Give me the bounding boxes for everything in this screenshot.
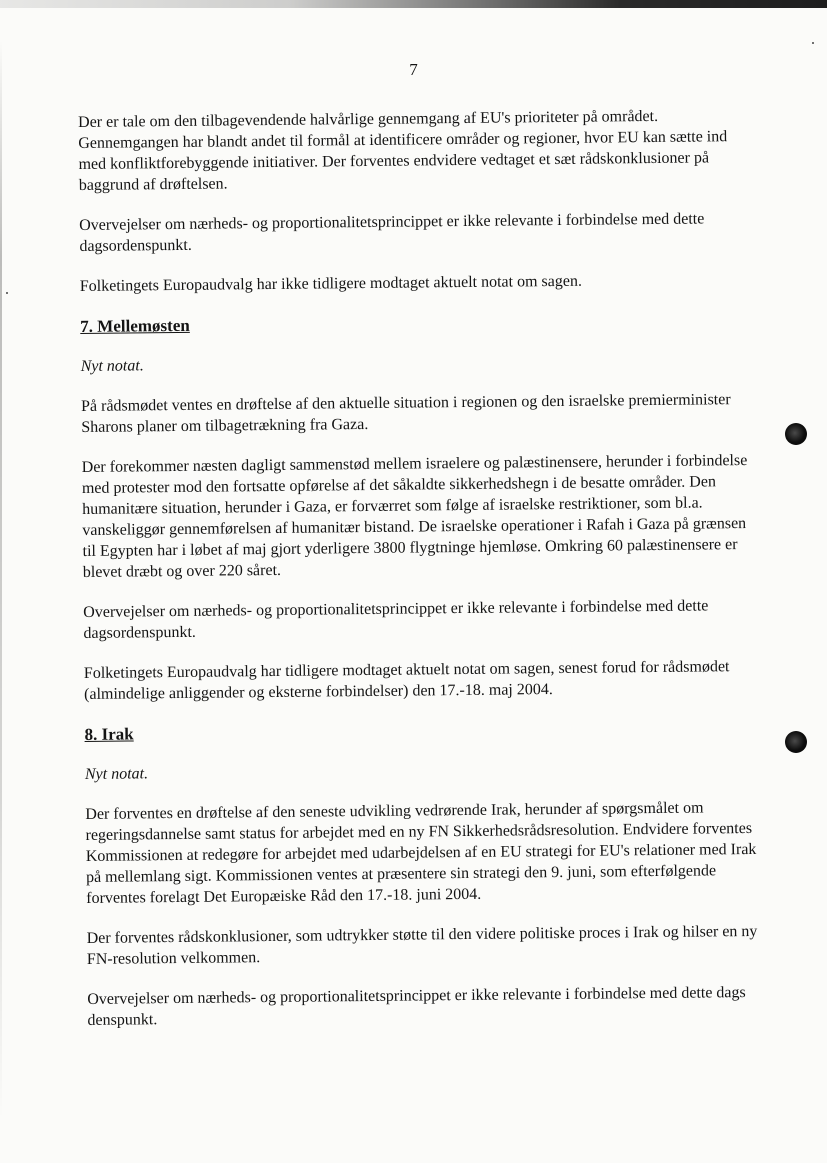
scan-speck: [812, 42, 814, 44]
section-paragraph: Overvejelser om nærheds- og proportionalitetsprincippet er ikke relevante i forbindelse med dette dagsordenspunkt.: [83, 597, 709, 642]
section-note: Nyt notat.: [80, 357, 144, 375]
section-paragraph: Der forekommer næsten dagligt sammenstød mellem israelere og palæstinensere, herunder i forbindelse med protester mod den fortsatte opførelse af det såkaldte sikkerhedshegn i de besatte områder. Den humanitære situation, herunder i Gaza, er forværret som følge af israelske restriktioner, som bl.a. vanskeliggør gennemførelsen af humanitær bistand. De israelske operationer i Rafah i Gaza på grænsen til Egypten har i løbet af maj gjort yderligere 3800 flygtninge hjemløse. Omkring 60 palæstinensere er blevet dræbt og over 220 såret.: [81, 452, 748, 581]
section-paragraph: På rådsmødet ventes en drøftelse af den aktuelle situation i regionen og den israelske premierminister Sharons planer om tilbagetrækning fra Gaza.: [80, 391, 731, 436]
intro-paragraph-subsidiarity: Overvejelser om nærheds- og proportionalitetsprincippet er ikke relevante i forbindelse med dette dagsordenspunkt.: [79, 210, 705, 255]
scan-edge-top: [0, 0, 827, 8]
scan-edge-left: [0, 40, 2, 1120]
section-heading: 8. Irak: [84, 724, 134, 744]
intro-paragraph-priorities: Der er tale om den tilbagevendende halvårlige gennemgang af EU's prioriteter på området. Gennemgangen har blandt andet til formål at identificere områder og regioner, hvor EU kan sætte ind med konfliktforebyggende initiativer. Der forventes endvidere vedtaget et sæt rådskonklusioner på baggrund af drøftelsen.: [78, 107, 728, 194]
section-paragraph: Overvejelser om nærheds- og proportionalitetsprincippet er ikke relevante i forbindelse med dette dags denspunkt.: [87, 984, 746, 1029]
intro-paragraph-committee: Folketingets Europaudvalg har ikke tidligere modtaget aktuelt notat om sagen.: [79, 272, 582, 295]
section-note: Nyt notat.: [84, 765, 149, 783]
punch-hole-icon: [785, 731, 807, 753]
document-body: [78, 105, 763, 1050]
section-paragraph: Der forventes rådskonklusioner, som udtrykker støtte til den videre politiske proces i Irak og hilser en ny FN-resolution velkommen.: [86, 922, 758, 968]
section-heading: 7. Mellemøsten: [80, 315, 190, 336]
punch-hole-icon: [785, 423, 807, 445]
scan-speck: [6, 292, 8, 294]
section-paragraph: Der forventes en drøftelse af den seneste udvikling vedrørende Irak, herunder af spørgsmålet om regeringsdannelse samt status for arbejdet med en ny FN Sikkerhedsrådsresolution. Endvidere forventes Kommissionen at redegøre for arbejdet med udarbejdelsen af en EU strategi for EU's relationer med Irak på mellemlang sigt. Kommissionen ventes at præsentere sin strategi den 9. juni, som efterfølgende forventes forelagt Det Europæiske Råd den 17.-18. juni 2004.: [85, 799, 757, 907]
section-middle-east: [80, 309, 759, 705]
page-number: 7: [409, 60, 418, 79]
section-paragraph: Folketingets Europaudvalg har tidligere modtaget aktuelt notat om sagen, senest forud for rådsmødet (almindelige anliggender og eksterne forbindelser) den 17.-18. maj 2004.: [83, 658, 730, 703]
section-iraq: [84, 717, 762, 1031]
